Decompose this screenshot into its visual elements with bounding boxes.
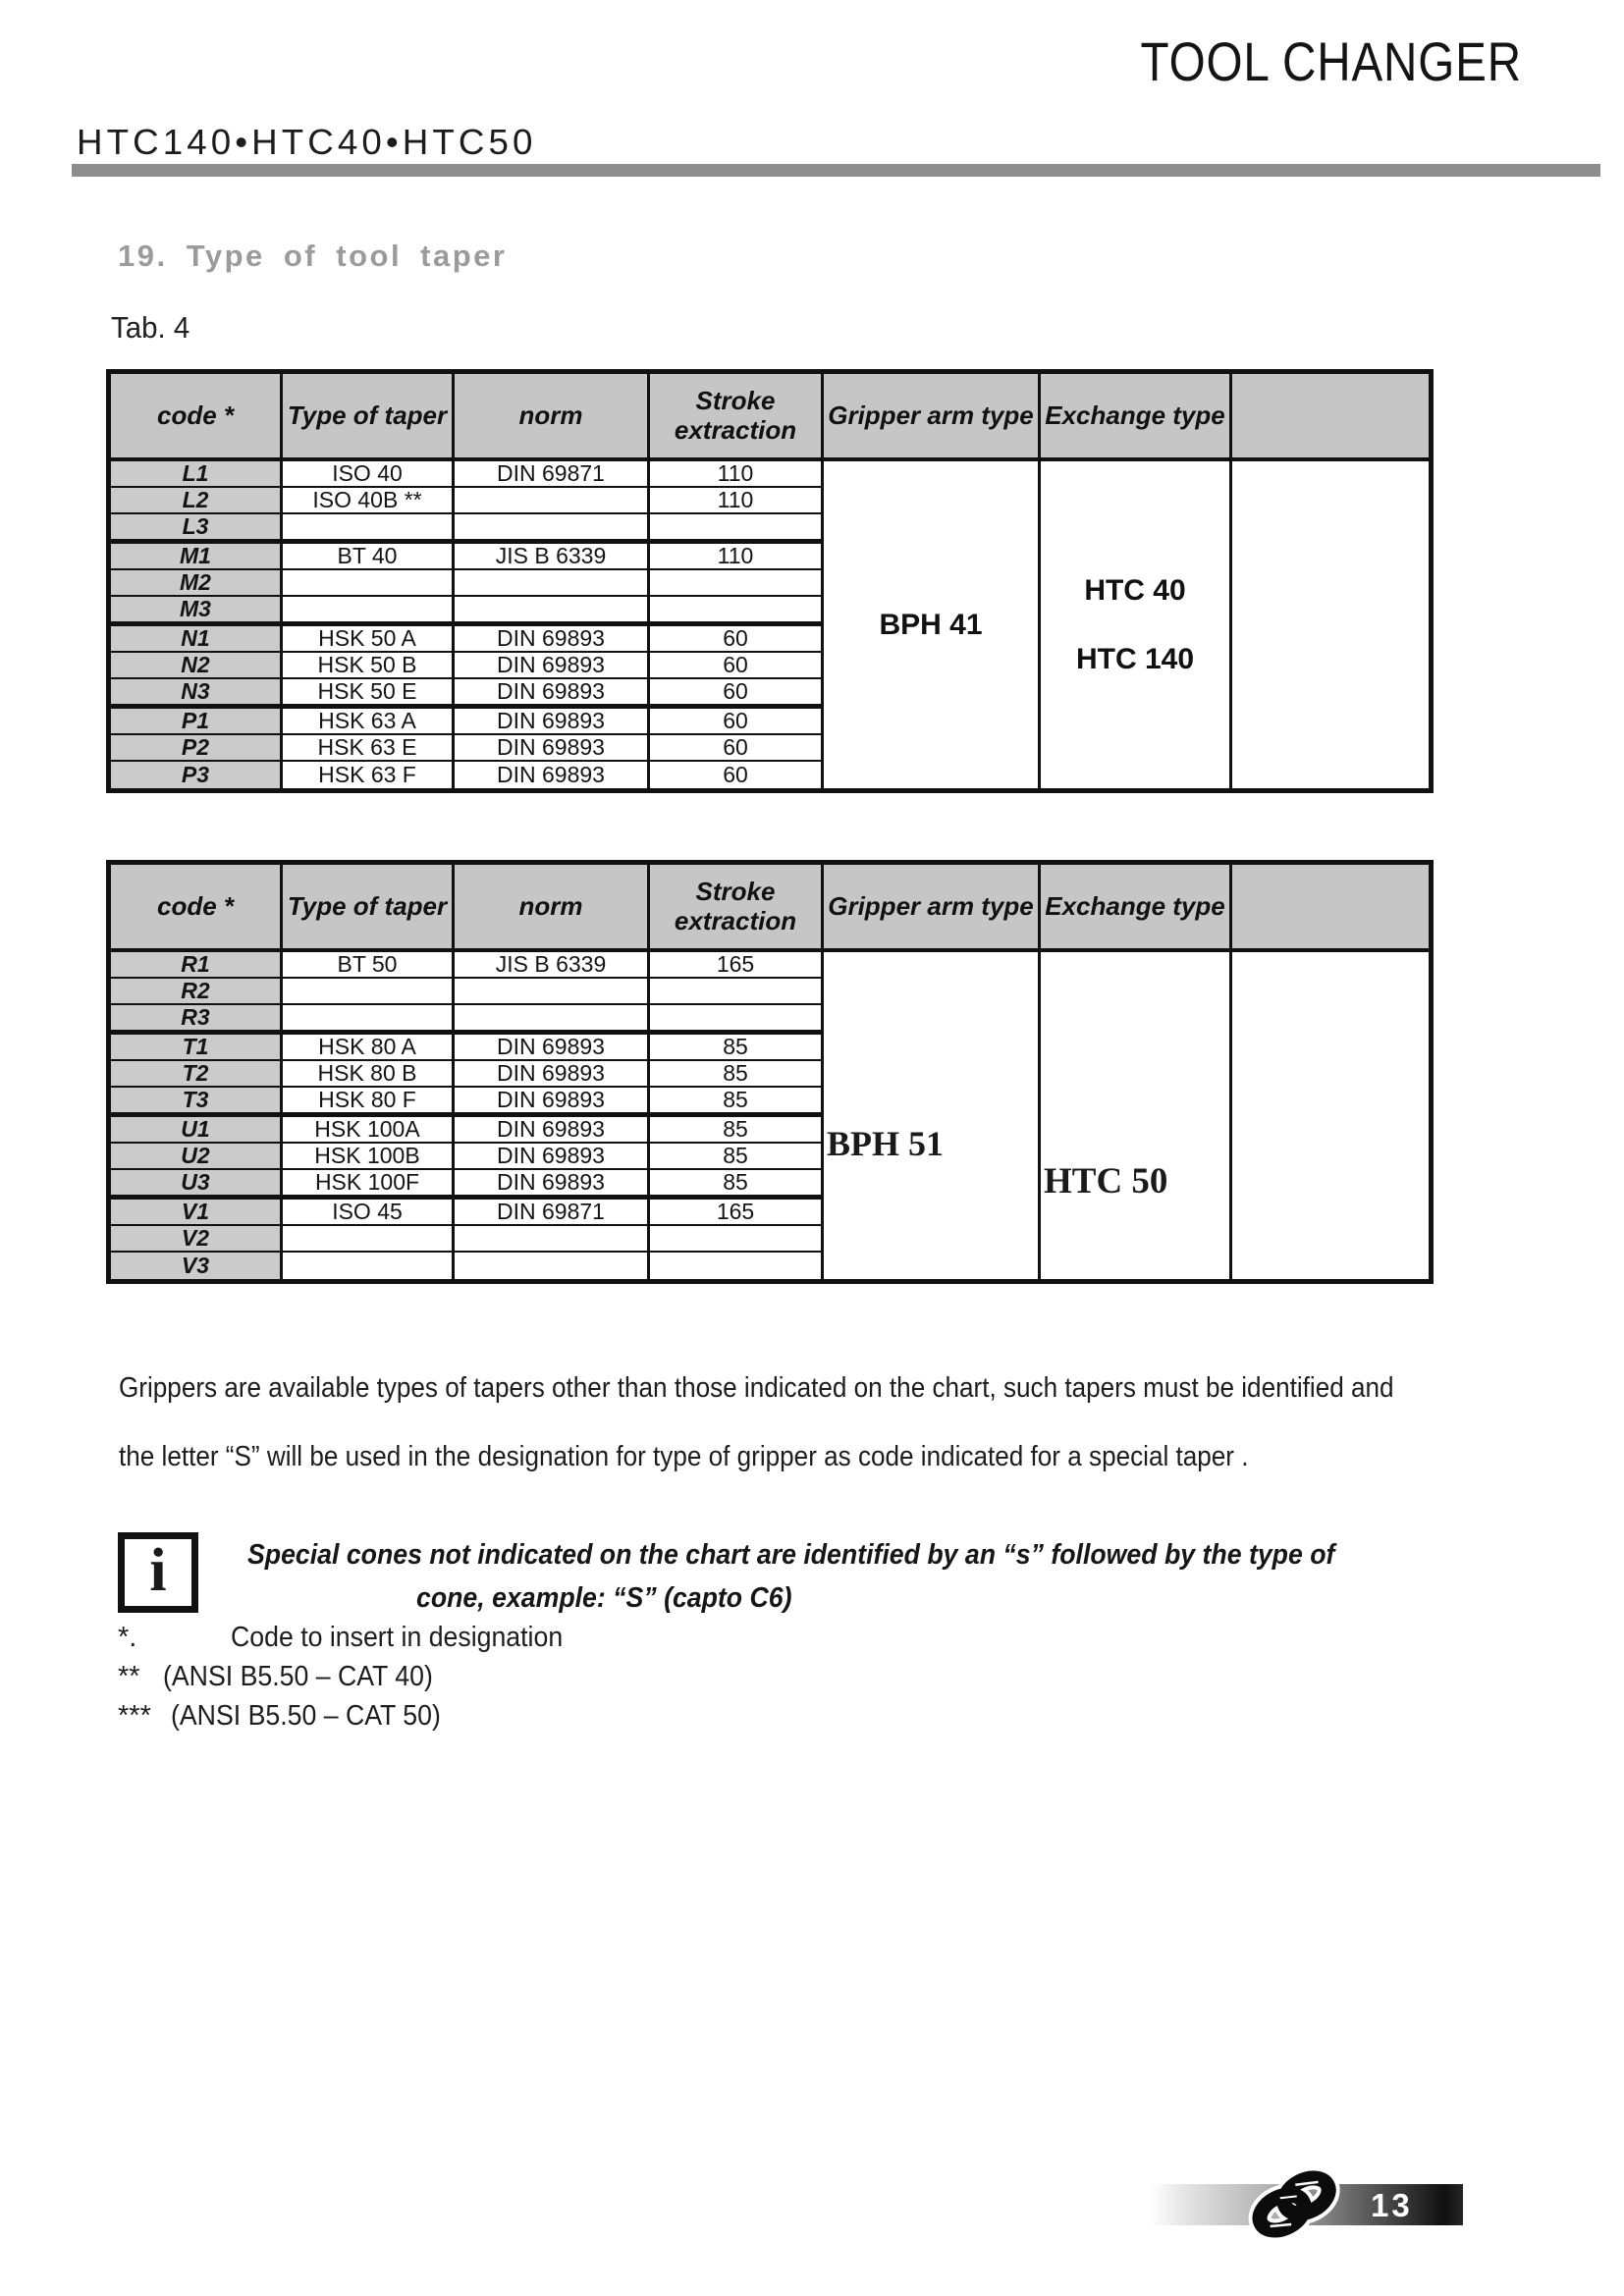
cell-norm: DIN 69893 [455, 1144, 650, 1170]
paragraph-line: Grippers are available types of tapers other than those indicated on the chart, such tapers must be identified and [119, 1372, 1394, 1404]
cell-type: HSK 63 F [283, 762, 455, 788]
cell-norm [455, 1005, 650, 1032]
cell-norm: DIN 69893 [455, 1170, 650, 1197]
cell-code: U1 [111, 1117, 283, 1144]
cell-norm: DIN 69893 [455, 1061, 650, 1088]
cell-type: HSK 50 B [283, 653, 455, 679]
table-row [111, 1005, 824, 1032]
cell-code: R1 [111, 952, 283, 979]
empty-cell [1232, 952, 1429, 1279]
cell-type: HSK 100F [283, 1170, 455, 1197]
taper-table-1 [106, 369, 1434, 793]
cell-type: HSK 63 E [283, 735, 455, 762]
cell-code: T3 [111, 1088, 283, 1114]
cell-type [283, 597, 455, 623]
cell-code: N2 [111, 653, 283, 679]
table-body-left [111, 461, 824, 788]
cell-norm [455, 597, 650, 623]
header-norm: norm [455, 374, 650, 457]
table-header-row [111, 374, 1429, 461]
gripper-arm-cell [824, 461, 1041, 788]
cell-type: HSK 63 A [283, 709, 455, 735]
taper-table-2 [106, 860, 1434, 1284]
gripper-arm-value: BPH 41 [879, 608, 983, 641]
table-row [111, 1088, 824, 1114]
table-row [111, 488, 824, 514]
footnote-text: Code to insert in designation [231, 1622, 564, 1653]
cell-norm: JIS B 6339 [455, 952, 650, 979]
table-row [111, 597, 824, 623]
exchange-type-cell [1041, 952, 1232, 1279]
table-row [111, 1197, 824, 1226]
cell-type: HSK 80 F [283, 1088, 455, 1114]
cell-stroke: 110 [650, 488, 824, 514]
cell-stroke: 85 [650, 1061, 824, 1088]
cell-stroke [650, 1253, 824, 1279]
cell-stroke: 60 [650, 762, 824, 788]
cell-stroke: 85 [650, 1117, 824, 1144]
cell-norm [455, 1226, 650, 1253]
cell-type: HSK 50 A [283, 626, 455, 653]
exchange-type-value: HTC 40 [1084, 573, 1186, 607]
cell-type: HSK 100B [283, 1144, 455, 1170]
empty-cell [1232, 461, 1429, 788]
cell-norm: DIN 69893 [455, 1088, 650, 1114]
table-body [111, 461, 1429, 788]
cell-type [283, 1226, 455, 1253]
table-row [111, 1114, 824, 1144]
table-row [111, 653, 824, 679]
cell-stroke [650, 1005, 824, 1032]
cell-code: L1 [111, 461, 283, 488]
cell-stroke: 60 [650, 626, 824, 653]
cell-type: HSK 50 E [283, 679, 455, 706]
cell-code: V3 [111, 1253, 283, 1279]
cell-type [283, 570, 455, 597]
footnote-line [118, 1661, 592, 1700]
header-empty [1232, 374, 1429, 457]
table-row [111, 1032, 824, 1061]
footnote-marker: ** [118, 1661, 140, 1692]
cell-norm [455, 979, 650, 1005]
table-row [111, 461, 824, 488]
table-row [111, 952, 824, 979]
note-text-line: cone, example: “S” (capto C6) [416, 1582, 792, 1614]
table-row [111, 706, 824, 735]
table-body-left [111, 952, 824, 1279]
cell-code: P3 [111, 762, 283, 788]
cell-norm: DIN 69893 [455, 1035, 650, 1061]
header-exchange: Exchange type [1041, 374, 1232, 457]
cell-code: M1 [111, 544, 283, 570]
exchange-type-cell [1041, 461, 1232, 788]
cell-norm: DIN 69893 [455, 735, 650, 762]
exchange-type-value: HTC 50 [1044, 1161, 1168, 1201]
cell-type: HSK 80 B [283, 1061, 455, 1088]
cell-norm: DIN 69893 [455, 1117, 650, 1144]
footnote-marker: *. [118, 1622, 137, 1653]
cell-norm [455, 514, 650, 541]
table-row [111, 541, 824, 570]
cell-type [283, 1005, 455, 1032]
table-row [111, 735, 824, 762]
table-row [111, 679, 824, 706]
header-stroke: Stroke extraction [650, 374, 824, 457]
table-row [111, 1226, 824, 1253]
cell-code: P2 [111, 735, 283, 762]
cell-type: ISO 40B ** [283, 488, 455, 514]
cell-code: T2 [111, 1061, 283, 1088]
cell-norm: DIN 69893 [455, 762, 650, 788]
table-body [111, 952, 1429, 1279]
section-title: 19. Type of tool taper [118, 239, 508, 273]
cell-type [283, 514, 455, 541]
cell-stroke: 85 [650, 1035, 824, 1061]
cell-norm: DIN 69893 [455, 653, 650, 679]
footnote-marker: *** [118, 1700, 151, 1732]
cell-code: R3 [111, 1005, 283, 1032]
cell-code: U2 [111, 1144, 283, 1170]
cell-code: L3 [111, 514, 283, 541]
cell-stroke [650, 597, 824, 623]
header-empty [1232, 865, 1429, 948]
cell-code: T1 [111, 1035, 283, 1061]
table-row [111, 979, 824, 1005]
header-stroke: Stroke extraction [650, 865, 824, 948]
cell-stroke: 60 [650, 653, 824, 679]
cell-code: N3 [111, 679, 283, 706]
header-rule [72, 164, 1600, 177]
cell-norm: DIN 69871 [455, 1200, 650, 1226]
paragraph-line: the letter “S” will be used in the designation for type of gripper as code indicated for a special taper . [119, 1441, 1249, 1472]
cell-norm [455, 570, 650, 597]
header-type: Type of taper [283, 865, 455, 948]
header-norm: norm [455, 865, 650, 948]
header-gripper: Gripper arm type [824, 865, 1041, 948]
footnote-line [118, 1622, 592, 1661]
table-row [111, 1253, 824, 1279]
cell-norm: JIS B 6339 [455, 544, 650, 570]
cell-stroke: 85 [650, 1144, 824, 1170]
cell-norm [455, 1253, 650, 1279]
cell-code: U3 [111, 1170, 283, 1197]
cell-stroke: 60 [650, 709, 824, 735]
cell-norm: DIN 69871 [455, 461, 650, 488]
cell-norm: DIN 69893 [455, 679, 650, 706]
body-paragraph [119, 1372, 1536, 1510]
cell-type: ISO 40 [283, 461, 455, 488]
footnotes [118, 1622, 592, 1739]
table-row [111, 762, 824, 788]
cell-type: BT 40 [283, 544, 455, 570]
header-type: Type of taper [283, 374, 455, 457]
footnote-line [118, 1700, 592, 1739]
info-icon-glyph: i [149, 1537, 167, 1604]
table-row [111, 570, 824, 597]
cell-type [283, 1253, 455, 1279]
cell-type: BT 50 [283, 952, 455, 979]
cell-code: V1 [111, 1200, 283, 1226]
header-gripper: Gripper arm type [824, 374, 1041, 457]
cell-code: V2 [111, 1226, 283, 1253]
table-row [111, 1061, 824, 1088]
cell-stroke [650, 514, 824, 541]
table-row [111, 1144, 824, 1170]
cell-type [283, 979, 455, 1005]
cell-code: M2 [111, 570, 283, 597]
cell-stroke [650, 1226, 824, 1253]
cell-stroke [650, 570, 824, 597]
footnote-text: (ANSI B5.50 – CAT 40) [163, 1661, 433, 1692]
cell-norm [455, 488, 650, 514]
page-title: TOOL CHANGER [1140, 30, 1522, 92]
cell-stroke [650, 979, 824, 1005]
header-code: code * [111, 865, 283, 948]
gripper-arm-value: BPH 51 [827, 1123, 945, 1163]
cell-stroke: 60 [650, 679, 824, 706]
cell-type: HSK 100A [283, 1117, 455, 1144]
table-row [111, 514, 824, 541]
table-caption: Tab. 4 [111, 310, 190, 345]
header-code: code * [111, 374, 283, 457]
cell-stroke: 165 [650, 1200, 824, 1226]
exchange-type-value: HTC 140 [1075, 642, 1195, 675]
cell-code: L2 [111, 488, 283, 514]
brand-knot-logo-icon [1239, 2162, 1351, 2246]
table-row [111, 623, 824, 653]
cell-stroke: 110 [650, 544, 824, 570]
table-header-row [111, 865, 1429, 952]
footnote-text: (ANSI B5.50 – CAT 50) [171, 1700, 441, 1732]
cell-stroke: 85 [650, 1088, 824, 1114]
cell-type: HSK 80 A [283, 1035, 455, 1061]
cell-stroke: 85 [650, 1170, 824, 1197]
info-icon [118, 1532, 198, 1613]
page-number: 13 [1371, 2187, 1413, 2223]
cell-type: ISO 45 [283, 1200, 455, 1226]
cell-stroke: 165 [650, 952, 824, 979]
table-row [111, 1170, 824, 1197]
models-line: HTC140•HTC40•HTC50 [77, 122, 537, 162]
note-text-line: Special cones not indicated on the chart are identified by an “s” followed by the type of [247, 1539, 1335, 1571]
cell-norm: DIN 69893 [455, 709, 650, 735]
cell-code: P1 [111, 709, 283, 735]
cell-code: R2 [111, 979, 283, 1005]
cell-stroke: 60 [650, 735, 824, 762]
cell-code: M3 [111, 597, 283, 623]
cell-norm: DIN 69893 [455, 626, 650, 653]
gripper-arm-cell [824, 952, 1041, 1279]
cell-stroke: 110 [650, 461, 824, 488]
cell-code: N1 [111, 626, 283, 653]
header-exchange: Exchange type [1041, 865, 1232, 948]
